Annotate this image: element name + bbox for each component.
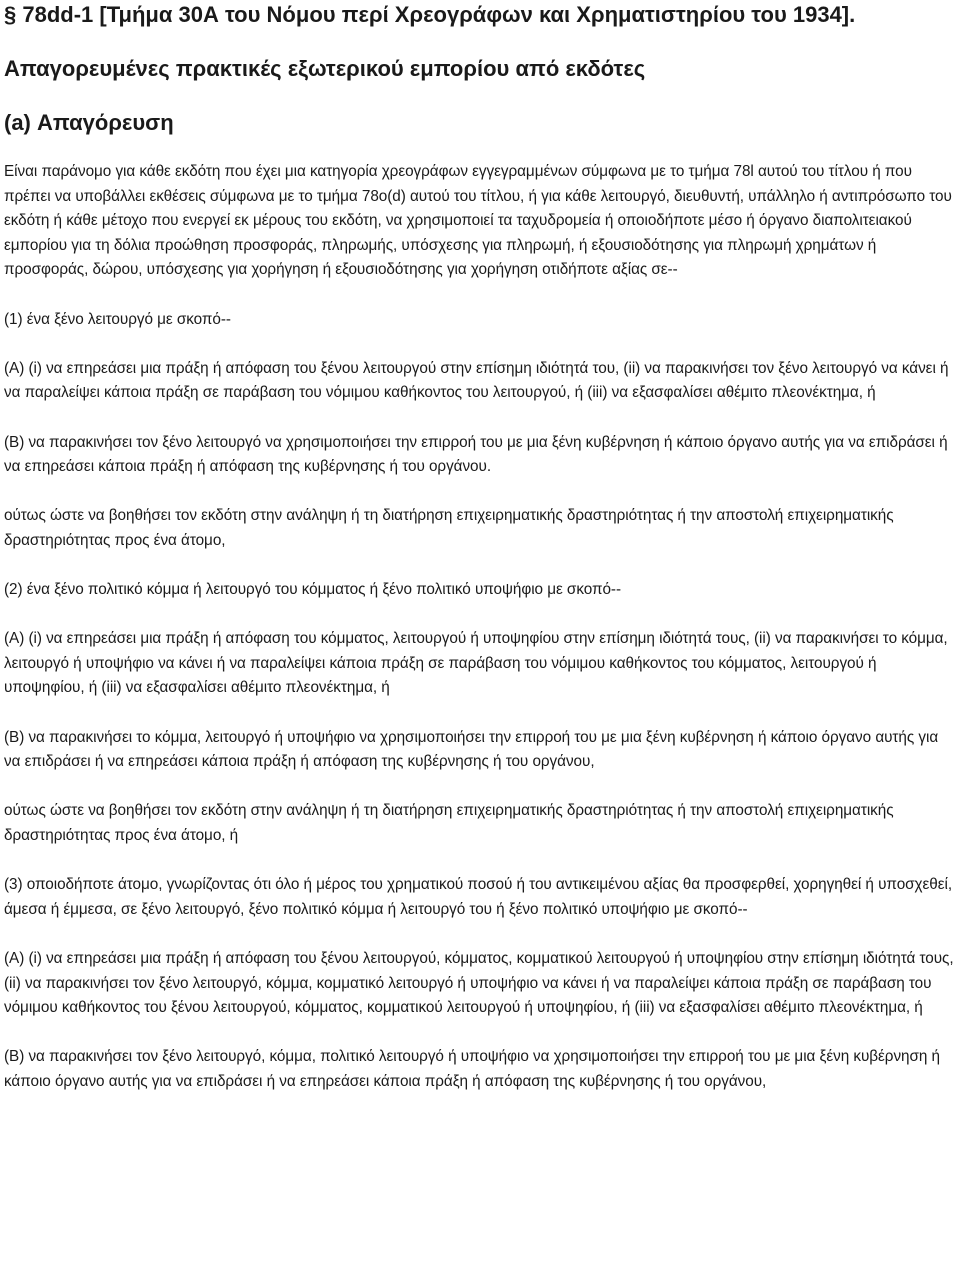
paragraph-item-2b: (B) να παρακινήσει το κόμμα, λειτουργό ή υποψήφιο να χρησιμοποιήσει την επιρροή του με μια ξένη κυβέρνηση ή κάποιο όργανο αυτής για να επιδράσει ή να επηρεάσει κάποια πράξη ή απόφαση της κυβέρνησης ή του οργάνου, [4, 728, 939, 771]
paragraph-item-2a: (A) (i) να επηρεάσει μια πράξη ή απόφαση του κόμματος, λειτουργού ή υποψηφίου στην επίσημη ιδιότητά τους, (ii) να παρακινήσει το κόμμα, λειτουργό ή υποψήφιο να κάνει ή να παραλείψει κάποια πράξη σε παράβαση του νόμιμου καθήκοντος του κόμματος, λειτουργού ή υποψηφίου, ή (iii) να εξασφαλίσει αθέμιτο πλεονέκτημα, ή [4, 630, 948, 697]
document-title: Απαγορευμένες πρακτικές εξωτερικού εμπορίου από εκδότες [4, 56, 646, 81]
paragraph-item-1: (1) ένα ξένο λειτουργό με σκοπό-- [4, 310, 231, 328]
paragraph-item-1a: (A) (i) να επηρεάσει μια πράξη ή απόφαση του ξένου λειτουργού στην επίσημη ιδιότητά του, (ii) να παρακινήσει τον ξένο λειτουργό να κάνει ή να παραλείψει κάποια πράξη σε παράβαση του νόμιμου καθήκοντος του λειτουργού, ή (iii) να εξασφαλίσει αθέμιτο πλεονέκτημα, ή [4, 359, 949, 402]
paragraph-intro: Είναι παράνομο για κάθε εκδότη που έχει μια κατηγορία χρεογράφων εγγεγραμμένων σύμφωνα με το τμήμα 78l αυτού του τίτλου ή που πρέπει να υποβάλλει εκθέσεις σύμφωνα με το τμήμα 78o(d) αυτού του τίτλου, ή για κάθε λειτουργό, διευθυντή, υπάλληλο ή αντιπρόσωπο του εκδότη ή κάθε μέτοχο που ενεργεί εκ μέρους του εκδότη, να χρησιμοποιεί τα ταχυδρομεία ή οποιοδήποτε μέσο ή όργανο διαπολιτειακού εμπορίου για τη δόλια προώθηση προσφοράς, πληρωμής, υπόσχεσης για πληρωμή, ή εξουσιοδότησης για πληρωμή χρημάτων ή προσφοράς, δώρου, υπόσχεσης για χορήγηση ή εξουσιοδότησης για χορήγηση οτιδήποτε αξίας σε-- [4, 163, 952, 279]
section-heading: § 78dd-1 [Τμήμα 30Α του Νόμου περί Χρεογράφων και Χρηματιστηρίου του 1934]. [4, 2, 856, 27]
paragraph-item-3a: (A) (i) να επηρεάσει μια πράξη ή απόφαση του ξένου λειτουργού, κόμματος, κομματικού λειτουργού ή υποψηφίου στην επίσημη ιδιότητά τους, (ii) να παρακινήσει τον ξένο λειτουργό, κόμμα, κομματικό λειτουργό ή υποψήφιο να κάνει ή να παραλείψει κάποια πράξη σε παράβαση του νόμιμου καθήκοντος του ξένου λειτουργού, κόμματος, κομματικού λειτουργού ή υποψηφίου, ή (iii) να εξασφαλίσει αθέμιτο πλεονέκτημα, ή [4, 950, 954, 1017]
paragraph-item-2: (2) ένα ξένο πολιτικό κόμμα ή λειτουργό του κόμματος ή ξένο πολιτικό υποψήφιο με σκοπό-- [4, 581, 622, 599]
paragraph-item-3b: (B) να παρακινήσει τον ξένο λειτουργό, κόμμα, πολιτικό λειτουργό ή υποψήφιο να χρησιμοποιήσει την επιρροή του με μια ξένη κυβέρνηση ή κάποιο όργανο αυτής για να επιδράσει ή να επηρεάσει κάποια πράξη ή απόφαση της κυβέρνησης ή του οργάνου, [4, 1048, 941, 1090]
paragraph-clause-2: ούτως ώστε να βοηθήσει τον εκδότη στην ανάληψη ή τη διατήρηση επιχειρηματικής δραστηριότητας ή την αποστολή επιχειρηματικής δραστηριότητας προς ένα άτομο, ή [4, 802, 894, 845]
paragraph-item-3: (3) οποιοδήποτε άτομο, γνωρίζοντας ότι όλο ή μέρος του χρηματικού ποσού ή του αντικειμένου αξίας θα προσφερθεί, χορηγηθεί ή υποσχεθεί, άμεσα ή έμμεσα, σε ξένο λειτουργό, ξένο πολιτικό κόμμα ή λειτουργό του ή ξένο πολιτικό υποψήφιο με σκοπό-- [4, 876, 953, 918]
paragraph-item-1b: (B) να παρακινήσει τον ξένο λειτουργό να χρησιμοποιήσει την επιρροή του με μια ξένη κυβέρνηση ή κάποιο όργανο αυτής για να επιδράσει ή να επηρεάσει κάποια πράξη ή απόφαση της κυβέρνησης ή του οργάνου. [4, 433, 948, 476]
paragraph-clause-1: ούτως ώστε να βοηθήσει τον εκδότη στην ανάληψη ή τη διατήρηση επιχειρηματικής δραστηριότητας ή την αποστολή επιχειρηματικής δραστηριότητας προς ένα άτομο, [4, 507, 894, 549]
subsection-title: (a) Απαγόρευση [4, 110, 174, 135]
